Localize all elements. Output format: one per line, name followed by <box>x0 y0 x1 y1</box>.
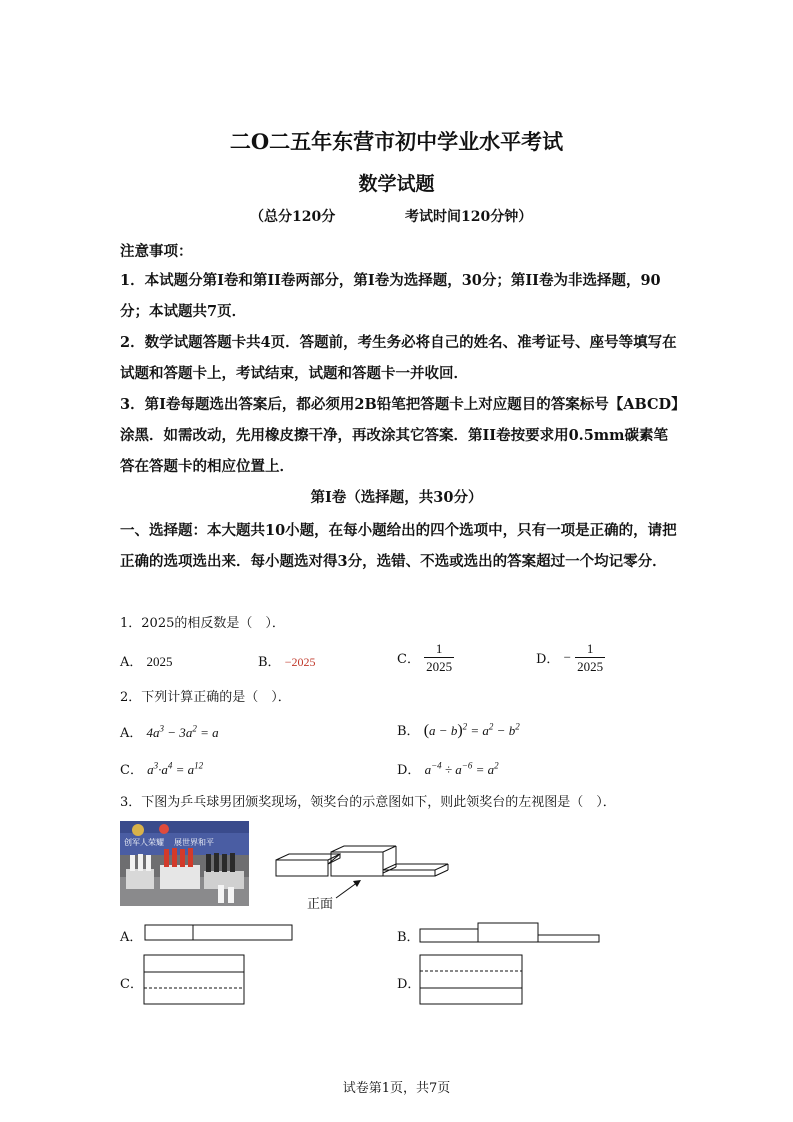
q1-option-b <box>258 651 315 670</box>
q3-a-label: A． <box>120 930 143 945</box>
q3-d-label: D． <box>397 977 421 992</box>
q1-b-value: −2025 <box>284 655 316 669</box>
subject-title: 数学试题 <box>358 173 435 195</box>
q3-c-label: C． <box>120 977 143 992</box>
q1-option-a <box>120 651 173 670</box>
q2-b-label: B． <box>397 724 420 739</box>
q3-option-d-figure[interactable] <box>419 953 525 1006</box>
q1-d-label: D． <box>536 652 560 667</box>
notes-heading: 注意事项： <box>120 243 193 260</box>
award-ceremony-photo <box>120 821 249 906</box>
q2-c-expression: $a^3\cdot a^4 = a^{12}$ <box>147 760 204 777</box>
q2-d-label: D． <box>397 763 421 778</box>
q1-option-d <box>536 640 605 675</box>
q2-stem: 2．下列计算正确的是（ ）． <box>120 690 291 705</box>
section-intro: 一、选择题：本大题共10小题，在每小题给出的四个选项中，只有一项是正确的，请把正确的选项选出来．每小题选对得3分，选错、不选或选出的答案超过一个均记零分． <box>120 522 677 570</box>
note-1: 1．本试题分第I卷和第II卷两部分，第I卷为选择题，30分；第II卷为非选择题，90分；本试题共7页． <box>120 272 661 320</box>
front-view-label: 正面 <box>307 897 334 912</box>
q3-option-c-figure[interactable] <box>143 953 247 1006</box>
note-2: 2．数学试题答题卡共4页．答题前，考生务必将自己的姓名、准考证号、座号等填写在试题和答题卡上，考试结束，试题和答题卡一并收回． <box>120 334 677 382</box>
q2-option-a <box>120 722 219 741</box>
q2-c-label: C． <box>120 763 143 778</box>
photo-banner-text-2: 展世界和平 <box>174 838 214 847</box>
total-score: （总分120分 <box>250 209 336 225</box>
q3-b-label: B． <box>397 930 420 945</box>
exam-title: 二O二五年东营市初中学业水平考试 <box>229 129 564 154</box>
q2-option-d <box>397 759 499 778</box>
q1-stem: 1．2025的相反数是（ ）． <box>120 616 285 631</box>
note-3: 3．第I卷每题选出答案后，都必须用2B铅笔把答题卡上对应题目的答案标号【ABCD】涂黑．如需改动，先用橡皮擦干净，再改涂其它答案．第II卷按要求用0.5mm碳素笔答在答题卡的相应位置上． <box>120 396 679 475</box>
q1-option-c <box>397 640 454 675</box>
q1-a-value: 2025 <box>146 654 173 669</box>
q1-a-label: A． <box>120 655 143 670</box>
q2-option-b <box>397 720 520 740</box>
section-title: 第I卷（选择题，共30分） <box>310 489 483 506</box>
q3-stem: 3．下图为乒乓球男团颁奖现场，领奖台的示意图如下，则此领奖台的左视图是（ ）． <box>120 795 616 810</box>
q2-option-c <box>120 759 203 778</box>
q1-d-numerator: 1 <box>575 640 605 658</box>
q1-c-denominator: 2025 <box>426 659 453 674</box>
q1-b-label: B． <box>258 655 281 670</box>
q1-c-label: C． <box>397 652 420 667</box>
q1-c-fraction <box>424 640 454 675</box>
q3-option-a-figure[interactable] <box>143 923 295 943</box>
photo-banner-text-1: 创军人荣耀 <box>124 838 164 847</box>
q1-c-numerator: 1 <box>424 640 454 658</box>
q2-d-expression: $a^{-4} \div a^{-6} = a^2$ <box>424 760 499 777</box>
q1-d-denominator: 2025 <box>577 659 604 674</box>
q1-d-sign: − <box>563 649 571 665</box>
q1-d-fraction <box>575 640 605 675</box>
q3-option-b-figure[interactable] <box>419 921 602 945</box>
q2-a-expression: $4a^3 - 3a^2 = a$ <box>146 723 219 740</box>
exam-time: 考试时间120分钟） <box>405 209 533 225</box>
page-footer: 试卷第1页，共7页 <box>342 1081 451 1096</box>
q2-a-label: A． <box>120 726 143 741</box>
q2-b-expression: $(a - b)^2 = a^2 - b^2$ <box>423 721 520 739</box>
